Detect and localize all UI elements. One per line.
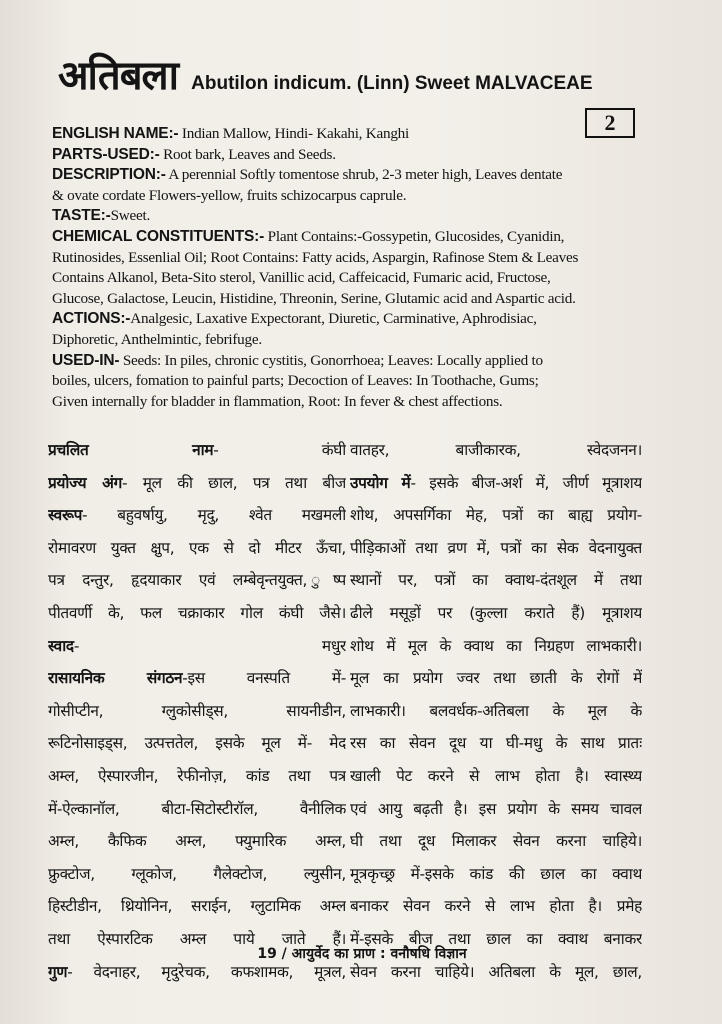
english-name-label: ENGLISH NAME:-	[52, 125, 179, 142]
text-line	[48, 467, 346, 500]
description-value-1: A perennial Softly tomentose shrub, 2-3 meter high, Leaves dentate	[165, 166, 563, 184]
actions-value-1: Analgesic, Laxative Expectorant, Diuretic, Carminative, Aphrodisiac,	[130, 310, 537, 328]
line-text: ढीले मसूड़ों पर (कुल्ला कराते हैं) मूत्राशय	[350, 603, 642, 622]
text-line	[350, 890, 642, 923]
text-line	[48, 630, 346, 663]
page-number-box: 2	[585, 108, 635, 138]
text-line	[48, 760, 346, 793]
line-text: पीड़िकाओं तथा व्रण में, पत्रों का सेक वेदनायुक्त	[350, 538, 642, 557]
text-line	[350, 662, 642, 695]
english-name-line	[52, 124, 664, 145]
heading-term: स्वाद	[48, 636, 74, 655]
line-text: एवं आयु बढ़ती है। इस प्रयोग के समय चावल	[350, 799, 642, 818]
title-english: Abutilon indicum. (Linn) Sweet MALVACEAE	[191, 73, 593, 94]
line-text: मूत्रकृच्छ्र में-इसके कांड की छाल का क्वाथ	[350, 864, 642, 883]
chemical-line-2: Rutinosides, Essenlial Oil; Root Contains: Fatty acids, Aspargin, Rafinose Stem & Leaves	[52, 248, 579, 266]
line-text: शोथ, अपसर्गिका मेह, पत्रों का बाह्य प्रयोग-	[350, 506, 642, 525]
text-line	[48, 597, 346, 630]
text-line	[48, 890, 346, 923]
line-text: तथा ऐस्पारटिक अम्ल पाये जाते हैं।	[48, 929, 346, 948]
heading-term: उपयोग में	[350, 473, 411, 492]
used-in-value-1: Seeds: In piles, chronic cystitis, Gonorrhoea; Leaves: Locally applied to	[119, 351, 543, 369]
text-line	[48, 695, 346, 728]
line-text: में-इसके बीज तथा छाल का क्वाथ बनाकर	[350, 929, 642, 948]
line-text: अम्ल, ऐस्पारजीन, रेफीनोज़, कांड तथा पत्र	[48, 766, 346, 785]
page-header	[58, 46, 698, 101]
text-line	[48, 825, 346, 858]
text-line	[350, 760, 642, 793]
parts-used-value: Root bark, Leaves and Seeds.	[159, 145, 336, 163]
line-text: बनाकर सेवन करने से लाभ होता है। प्रमेह	[350, 897, 642, 916]
chemical-value-1: Plant Contains:-Gossypetin, Glucosides, Cyanidin,	[264, 227, 565, 245]
line-text: स्थानों पर, पत्रों का क्वाथ-दंतशूल में तथा	[350, 571, 642, 590]
line-text: फ्रुक्टोज, ग्लूकोज, गैलेक्टोज, ल्युसीन,	[48, 864, 346, 883]
text-line	[350, 467, 642, 500]
text-line	[350, 434, 642, 467]
hindi-left-column	[48, 434, 346, 988]
used-in-line-2: boiles, ulcers, fomation to painful parts; Decoction of Leaves: In Toothache, Gums;	[52, 372, 539, 390]
text-line	[350, 532, 642, 565]
text-line	[350, 695, 642, 728]
actions-label: ACTIONS:-	[52, 310, 131, 328]
line-text: - मधुर	[73, 636, 346, 655]
line-text: खाली पेट करने से लाभ होता है। स्वास्थ्य	[350, 766, 642, 785]
text-line	[350, 727, 642, 760]
taste-line	[52, 206, 664, 227]
text-line	[48, 858, 346, 891]
description-line-2: & ovate cordate Flowers-yellow, fruits schizocarpus caprule.	[52, 186, 407, 204]
text-line	[48, 793, 346, 826]
heading-term: प्रचलित नाम	[48, 441, 214, 459]
heading-term: स्वरूप	[48, 506, 83, 525]
line-text: हिस्टीडीन, थ्रियोनिन, सराईन, ग्लुटामिक अम्ल	[48, 897, 346, 916]
text-line	[350, 564, 642, 597]
line-text: -इस वनस्पति में-	[182, 669, 346, 688]
line-text: अम्ल, कैफिक अम्ल, फ्युमारिक अम्ल,	[48, 832, 346, 851]
line-text: - बहुवर्षायु, मृदु, श्वेत मखमली	[82, 506, 346, 525]
line-text: में-ऐल्कानॉल, बीटा-सिटोस्टीरॉल, वैनीलिक	[48, 799, 346, 818]
actions-line-2: Diphoretic, Anthelmintic, febrifuge.	[52, 330, 262, 348]
heading-term: प्रयोज्य अंग	[48, 473, 122, 492]
line-text: - इसके बीज-अर्श में, जीर्ण मूत्राशय	[410, 473, 642, 492]
text-line	[350, 825, 642, 858]
used-in-line-3: Given internally for bladder in flammation, Root: In fever & chest affections.	[52, 392, 503, 410]
line-text: लाभकारी। बलवर्धक-अतिबला के मूल के	[350, 701, 642, 720]
text-line	[48, 727, 346, 760]
chemical-line	[52, 227, 664, 248]
chemical-line-3: Contains Alkanol, Beta-Sito sterol, Vanillic acid, Caffeicacid, Fumaric acid, Fructose,	[52, 269, 551, 287]
page-footer: 19 / आयुर्वेद का प्राण : वनौषधि विज्ञान	[257, 946, 467, 962]
taste-label: TASTE:-	[52, 207, 111, 225]
line-text: पीतवर्णी के, फल चक्राकार गोल कंघी जैसे।	[48, 603, 346, 622]
heading-term: गुण	[48, 962, 68, 981]
used-in-line	[52, 351, 664, 372]
chemical-label: CHEMICAL CONSTITUENTS:-	[52, 227, 265, 245]
description-label: DESCRIPTION:-	[52, 166, 166, 184]
text-line	[48, 662, 346, 695]
used-in-label: USED-IN-	[52, 351, 120, 369]
text-line	[350, 499, 642, 532]
line-text: वातहर, बाजीकारक, स्वेदजनन।	[350, 441, 642, 459]
line-text: - कंघी	[213, 441, 346, 459]
line-text: - मूल की छाल, पत्र तथा बीज	[121, 473, 346, 492]
text-line	[350, 630, 642, 663]
text-line	[350, 597, 642, 630]
actions-line	[52, 309, 664, 330]
english-name-value: Indian Mallow, Hindi- Kakahi, Kanghi	[178, 125, 409, 142]
text-line	[350, 793, 642, 826]
line-text: गोसीप्टीन, ग्लुकोसीड्स, सायनीडीन,	[48, 701, 346, 720]
line-text: घी तथा दूध मिलाकर सेवन करना चाहिये।	[350, 832, 642, 851]
line-text: मूल का प्रयोग ज्वर तथा छाती के रोगों में	[350, 669, 642, 688]
line-text: रूटिनोसाइड्स, उत्पत्ततेल, इसके मूल में- मेद	[48, 734, 346, 753]
english-section	[52, 124, 664, 412]
chemical-line-4: Glucose, Galactose, Leucin, Histidine, Threonin, Serine, Glutamic acid and Aspartic acid.	[52, 289, 576, 307]
line-text: शोथ में मूल के क्वाथ का निग्रहण लाभकारी।	[350, 636, 642, 655]
parts-used-line	[52, 145, 664, 166]
line-text: रस का सेवन दूध या घी-मधु के साथ प्रातः	[350, 734, 642, 753]
text-line	[350, 858, 642, 891]
text-line	[48, 564, 346, 597]
text-line	[48, 434, 346, 467]
line-text: - वेदनाहर, मृदुरेचक, कफशामक, मूत्रल,	[67, 962, 346, 981]
heading-term: रासायनिक संगठन	[48, 669, 183, 688]
hindi-right-column	[350, 434, 642, 988]
line-text: पत्र दन्तुर, हृदयाकार एवं लम्बेवृन्तयुक्त, ुष्प	[48, 571, 346, 590]
parts-used-label: PARTS-USED:-	[52, 145, 160, 163]
line-text: सेवन करना चाहिये। अतिबला के मूल, छाल,	[350, 962, 642, 981]
line-text: रोमावरण युक्त क्षुप, एक से दो मीटर ऊँचा,	[48, 538, 346, 557]
title-hindi: अतिबला	[58, 53, 179, 99]
text-line	[48, 532, 346, 565]
description-line	[52, 165, 664, 186]
taste-value: Sweet.	[110, 207, 151, 225]
text-line	[48, 499, 346, 532]
